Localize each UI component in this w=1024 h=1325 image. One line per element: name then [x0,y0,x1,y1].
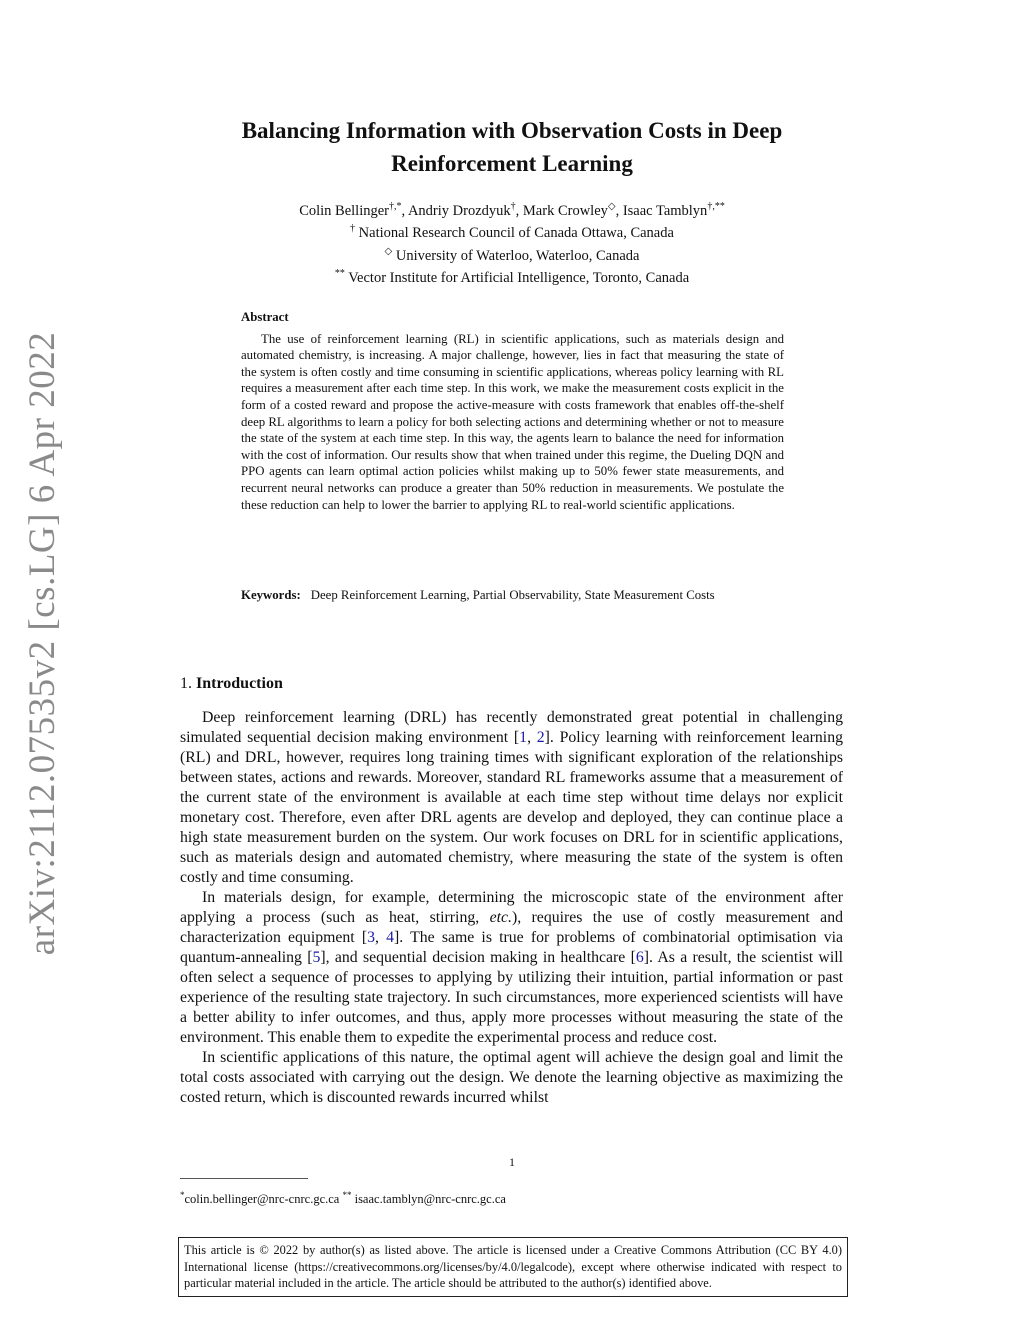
keywords-text: Deep Reinforcement Learning, Partial Observability, State Measurement Costs [310,588,715,602]
citation-link[interactable]: 2 [536,729,545,746]
citation-link[interactable]: 5 [312,949,321,966]
section-title: Introduction [196,675,283,692]
arxiv-sidebar-stamp [14,331,72,955]
footnote: *colin.bellinger@nrc-cnrc.gc.ca ** isaac.tamblyn@nrc-cnrc.gc.ca [180,1190,506,1207]
affiliation: ** Vector Institute for Artificial Intelligence, Toronto, Canada [334,267,690,286]
author-name: Isaac Tamblyn [622,202,708,219]
abstract-section [241,309,784,513]
section-number: 1. [180,675,192,692]
abstract-heading: Abstract [241,310,289,324]
author-mark: † [510,201,516,212]
affiliation: ◇ University of Waterloo, Waterloo, Canada [384,245,640,264]
citation-link[interactable]: 1 [519,729,528,746]
author-mark: †,* [389,201,402,212]
paper-title [200,114,824,180]
paragraph: In materials design, for example, determining the microscopic state of the environment after applying a process (such as heat, stirring, etc.), requires the use of costly measurement and characterization equipment [3, 4]. The same is true for problems of combinatorial optimisation via quantum-annealing [5], and sequential decision making in healthcare [6]. As a result, the scientist will often select a sequence of processes to applying by utilizing their intuition, partial information or past experience of the resulting state trajectory. In such circumstances, more experienced scientists will have a better ability to infer outcomes, and thus, apply more processes without measuring the state of the environment. This enable them to expedite the experimental process and reduce cost. [180,889,843,1046]
license-box [178,1237,848,1297]
author-mark: ◇ [607,201,616,212]
footnote-divider [180,1178,308,1179]
author-name: Mark Crowley [522,202,608,219]
affiliation: † National Research Council of Canada Ottawa, Canada [350,223,674,242]
author-name: Andriy Drozdyuk [407,202,511,219]
page-number: 1 [509,1155,515,1169]
paragraph: Deep reinforcement learning (DRL) has recently demonstrated great potential in challenging simulated sequential decision making environment [1, 2]. Policy learning with reinforcement learning (RL) and DRL, however, requires long training times with significant exploration of the relationships between states, actions and rewards. Moreover, standard RL frameworks assume that a measurement of the current state of the environment is available at each time step without time delays nor explicit monetary cost. Therefore, even after DRL agents are develop and deployed, they can continue place a high state measurement burden on the system. Our work focuses on DRL for in scientific applications, such as materials design and automated chemistry, where measuring the state of the system is often costly and time consuming. [180,709,843,886]
author-list: Colin Bellinger†,*, Andriy Drozdyuk†, Mark Crowley◇, Isaac Tamblyn†,** [299,201,725,219]
email-link[interactable]: isaac.tamblyn@nrc-cnrc.gc.ca [354,1192,506,1207]
abstract-text: The use of reinforcement learning (RL) in scientific applications, such as materials design and automated chemistry, is increasing. A major challenge, however, lies in fact that measuring the state of the system is often costly and time consuming in scientific applications, whereas policy learning with RL requires a measurement after each time step. In this work, we make the measurement costs explicit in the form of a costed reward and propose the active-measure with costs framework that enables off-the-shelf deep RL algorithms to learn a policy for both selecting actions and determining whether or not to measure the state of the system at each time step. In this way, the agents learn to balance the need for information with the cost of information. Our results show that when trained under this regime, the Dueling DQN and PPO agents can learn optimal action policies whilst making up to 50% fewer state measurements, and recurrent neural networks can produce a greater than 50% reduction in measurements. We postulate the these reduction can help to lower the barrier to applying RL to real-world scientific applications. [241,331,784,512]
title-line-1: Balancing Information with Observation Costs in Deep [241,118,783,143]
citation-link[interactable]: 6 [635,949,644,966]
section-heading [180,675,283,693]
citation-link[interactable]: 4 [386,929,395,946]
email-link[interactable]: colin.bellinger@nrc-cnrc.gc.ca [184,1192,340,1207]
author-name: Colin Bellinger [299,202,389,219]
paragraph: In scientific applications of this nature, the optimal agent will achieve the design goal and limit the total costs associated with carrying out the design. We denote the learning objective as maximizing the costed return, which is discounted rewards incurred whilst [180,1049,843,1106]
arxiv-identifier: arXiv:2112.07535v2 [cs.LG] 6 Apr 2022 [22,331,64,955]
keywords-section [241,585,784,606]
body-text [180,708,843,1108]
author-mark: †,** [707,201,725,212]
citation-link[interactable]: 3 [367,929,376,946]
title-line-2: Reinforcement Learning [391,151,633,176]
keywords-label: Keywords: [241,588,301,602]
license-text: This article is © 2022 by author(s) as listed above. The article is licensed under a Creative Commons Attribution (CC BY 4.0) International license (https://creativecommons.org/licenses/by/4.0/legalcode), except where otherwise indicated with respect to particular material included in the article. The article should be attributed to the author(s) identified above. [184,1243,842,1290]
author-block [200,198,824,287]
